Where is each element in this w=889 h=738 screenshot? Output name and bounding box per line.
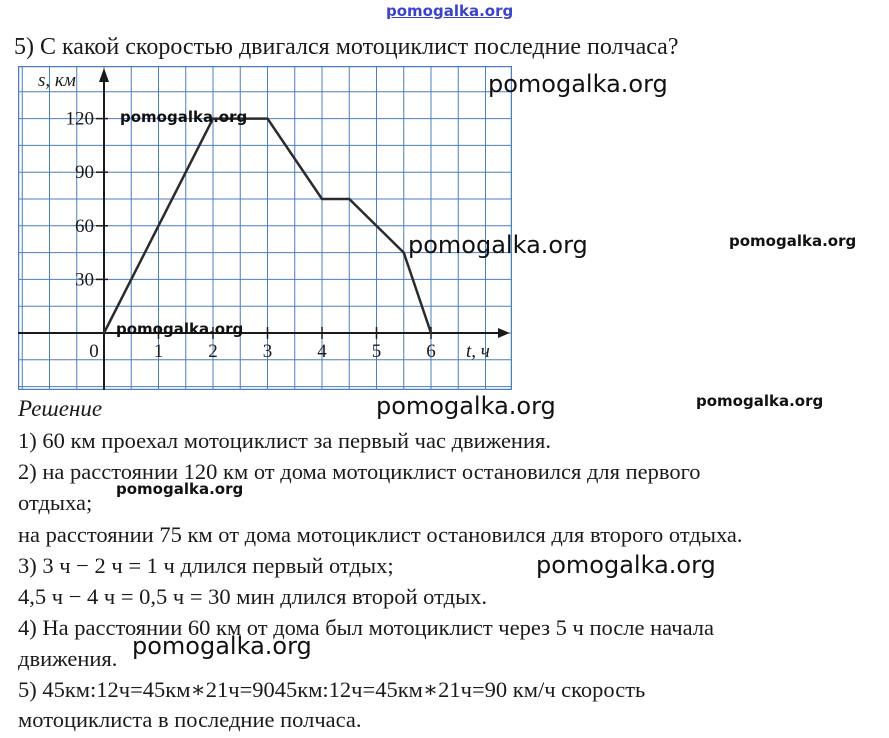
- solution-line-9: 5) 45км:12ч=45км∗21ч=9045км:12ч=45км∗21ч=90 км/ч скорость: [18, 677, 646, 702]
- solution-line-8: движения.: [18, 646, 118, 671]
- y-tick-label: 120: [65, 108, 94, 130]
- x-tick-label: 5: [371, 341, 382, 362]
- y-tick-label: 90: [75, 162, 94, 184]
- x-tick-label: 4: [317, 341, 327, 362]
- series-point: [430, 332, 432, 334]
- solution-line-10: мотоциклиста в последние полчаса.: [18, 707, 362, 732]
- watermark-line2: pomogalka.org: [116, 480, 244, 498]
- solution-line-6: 4,5 ч − 4 ч = 0,5 ч = 30 мин длился второй отдых.: [18, 584, 488, 609]
- solution-line-2: 2) на расстоянии 120 км от дома мотоциклист остановился для первого: [18, 459, 701, 484]
- x-tick-label: 1: [153, 341, 164, 362]
- distance-time-chart: [18, 66, 512, 390]
- y-tick-label: 30: [75, 269, 94, 291]
- series-point: [103, 332, 105, 334]
- watermark-chart-top-right: pomogalka.org: [488, 70, 668, 98]
- solution-line-5: 3) 3 ч − 2 ч = 1 ч длился первый отдых;: [18, 553, 394, 578]
- x-axis-label: t, ч: [466, 341, 490, 362]
- solution-line-4: на расстоянии 75 км от дома мотоциклист остановился для второго отдыха.: [18, 522, 743, 547]
- series-point: [348, 198, 350, 200]
- question-text: 5) С какой скоростью двигался мотоциклист последние полчаса?: [14, 34, 679, 60]
- watermark-top-link[interactable]: pomogalka.org: [386, 2, 514, 20]
- watermark-chart-inside: pomogalka.org: [120, 108, 248, 126]
- x-tick-label: 0: [89, 341, 99, 362]
- solution-line-1: 1) 60 км проехал мотоциклист за первый час движения.: [18, 428, 551, 453]
- y-tick-label: 60: [75, 215, 94, 237]
- solution-title: Решение: [18, 396, 103, 421]
- watermark-solution: pomogalka.org: [376, 392, 556, 420]
- watermark-solution-right: pomogalka.org: [696, 392, 824, 410]
- series-point: [403, 251, 405, 253]
- watermark-chart-bottom: pomogalka.org: [116, 320, 244, 338]
- x-tick-label: 2: [208, 341, 218, 362]
- solution-line-3: отдыха;: [18, 490, 93, 515]
- solution-line-7: 4) На расстоянии 60 км от дома был мотоциклист через 5 ч после начала: [18, 615, 714, 640]
- series-point: [266, 117, 268, 119]
- x-tick-label: 6: [426, 341, 436, 362]
- x-tick-label: 3: [262, 341, 273, 362]
- watermark-right-small: pomogalka.org: [729, 232, 857, 250]
- watermark-line3: pomogalka.org: [536, 551, 716, 579]
- watermark-line4: pomogalka.org: [132, 632, 312, 660]
- watermark-chart-middle: pomogalka.org: [408, 231, 588, 259]
- y-axis-label: s, км: [38, 70, 76, 91]
- series-point: [321, 198, 323, 200]
